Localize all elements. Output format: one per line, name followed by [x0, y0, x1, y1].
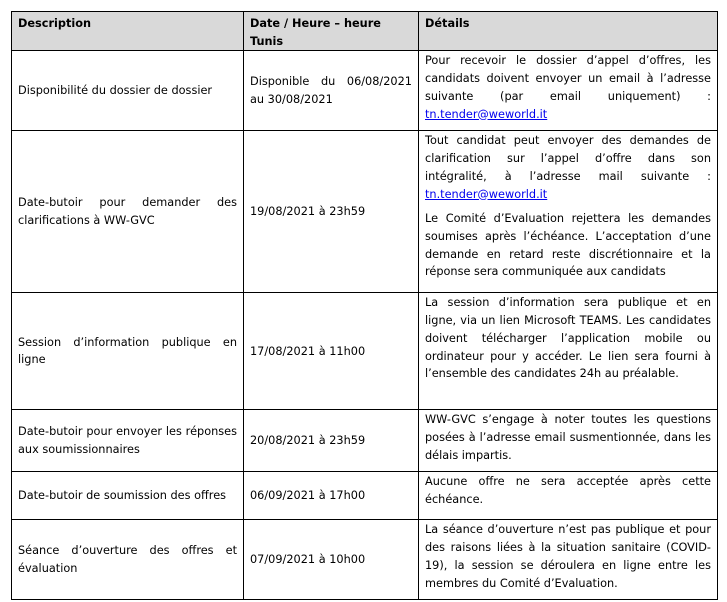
details-paragraph: WW-GVC s’engage à noter toutes les questions posées à l’adresse email susmentionnée, dans les délais impartis.	[425, 413, 711, 462]
details-text: Tout candidat peut envoyer des demandes de clarification sur l’appel d’offre dans son intégralité, à l’adresse mail suivante :	[425, 134, 711, 183]
table-row	[12, 131, 718, 293]
tender-schedule-table	[11, 11, 718, 600]
row-description: Disponibilité du dossier de dossier	[12, 51, 244, 131]
row-date: Disponible du 06/08/2021 au 30/08/2021	[244, 51, 419, 131]
header-date: Date / Heure – heure Tunis	[244, 12, 419, 51]
details-paragraph	[425, 132, 711, 203]
row-details	[419, 520, 718, 600]
table-row	[12, 293, 718, 410]
row-description: Date-butoir pour demander des clarifications à WW-GVC	[12, 131, 244, 293]
email-link[interactable]: tn.tender@weworld.it	[425, 107, 548, 121]
details-paragraph: Aucune offre ne sera acceptée après cette échéance.	[425, 475, 711, 507]
row-date: 07/09/2021 à 10h00	[244, 520, 419, 600]
row-details	[419, 472, 718, 520]
table-row	[12, 472, 718, 520]
row-details	[419, 131, 718, 293]
table-row	[12, 410, 718, 472]
row-details	[419, 410, 718, 472]
table-row	[12, 520, 718, 600]
row-description: Session d’information publique en ligne	[12, 293, 244, 410]
header-description: Description	[12, 12, 244, 51]
details-paragraph: La session d’information sera publique et en ligne, via un lien Microsoft TEAMS. Les candidates doivent télécharger l’application mobile ou ordinateur pour y accéder. Le lien sera fourni à l’ensemble des candidates 24h au préalable.	[425, 296, 711, 381]
email-link[interactable]: tn.tender@weworld.it	[425, 187, 548, 201]
details-text: Pour recevoir le dossier d’appel d’offres, les candidats doivent envoyer un email à l’adresse suivante (par email uniquement) :	[425, 54, 711, 103]
table-row	[12, 51, 718, 131]
row-description: Date-butoir de soumission des offres	[12, 472, 244, 520]
details-paragraph: La séance d’ouverture n’est pas publique et pour des raisons liées à la situation sanitaire (COVID-19), la session se déroulera en ligne entre les membres du Comité d’Evaluation.	[425, 523, 711, 590]
document-page	[11, 11, 717, 600]
row-details	[419, 51, 718, 131]
row-description: Date-butoir pour envoyer les réponses aux soumissionnaires	[12, 410, 244, 472]
row-details	[419, 293, 718, 410]
row-date: 17/08/2021 à 11h00	[244, 293, 419, 410]
header-details: Détails	[419, 12, 718, 51]
row-date: 06/09/2021 à 17h00	[244, 472, 419, 520]
row-date: 20/08/2021 à 23h59	[244, 410, 419, 472]
details-paragraph: Le Comité d’Evaluation rejettera les demandes soumises après l’échéance. L’acceptation d’une demande en retard reste discrétionnaire et la réponse sera communiquée aux candidats	[425, 212, 711, 279]
row-date: 19/08/2021 à 23h59	[244, 131, 419, 293]
details-paragraph	[425, 52, 711, 123]
table-header-row	[12, 12, 718, 51]
row-description: Séance d’ouverture des offres et évaluation	[12, 520, 244, 600]
